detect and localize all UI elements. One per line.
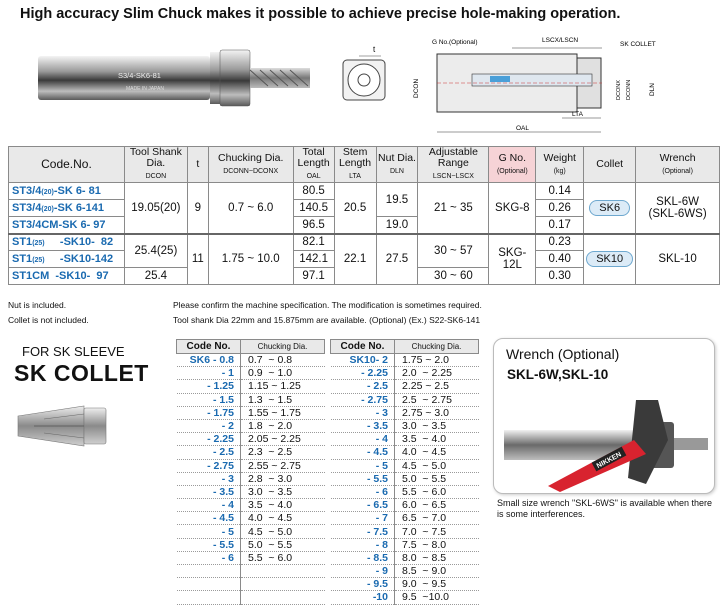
table-row [331,512,479,525]
table-row [177,459,325,472]
collet-code-cell: SK10- 2 [331,354,395,367]
collet-code-cell: - 4 [331,433,395,446]
wrench-image [496,380,712,492]
chucking-dia-cell [241,591,325,604]
header-wrench: Wrench (Optional) [636,147,720,183]
table-row [177,551,325,564]
chucking-dia-cell: 1.55 ~ 1.75 [241,406,325,419]
code-cell: ST3/4(20)-SK 6- 81 [9,183,125,200]
code-cell: ST1CM -SK10- 97 [9,268,125,285]
header-weight: Weight (kg) [536,147,584,183]
collet-code-cell: - 3.5 [177,485,241,498]
header-total-length: Total Length OAL [293,147,334,183]
collet-code-cell: - 2.75 [331,393,395,406]
table-row [331,354,479,367]
header-code-no: Code No. [177,340,241,354]
chucking-dia-cell: 7.0 ~ 7.5 [395,525,479,538]
chucking-dia-cell: 3.0 ~ 3.5 [395,419,479,432]
collet-code-cell: - 2 [177,419,241,432]
collet-code-cell: - 3 [177,472,241,485]
collet-code-cell: - 7.5 [331,525,395,538]
gno-cell: SKG-8 [489,183,536,234]
chucking-dia-cell: 2.55 ~ 2.75 [241,459,325,472]
table-row [331,446,479,459]
chucking-dia-cell: 1.8 ~ 2.0 [241,419,325,432]
chucking-dia-cell: 4.5 ~ 5.0 [241,525,325,538]
table-row [331,393,479,406]
collet-code-cell: - 1.75 [177,406,241,419]
dconn-label: DCONN [626,79,632,100]
table-row [331,459,479,472]
header-chucking-dia: Chucking Dia. [395,340,479,354]
chucking-dia-cell: 5.5 ~ 6.0 [241,551,325,564]
collet-code-cell [177,591,241,604]
slim-chuck-image [38,48,313,108]
table-row [331,367,479,380]
collet-code-cell [177,578,241,591]
table-row [331,499,479,512]
header-shank: Tool Shank Dia. DCON [124,147,187,183]
chucking-dia-cell: 3.5 ~ 4.0 [241,499,325,512]
table-row [177,485,325,498]
header-gno: G No. (Optional) [489,147,536,183]
table-row [331,419,479,432]
chuck-marking: S3/4-SK6-81 [118,71,161,80]
header-chucking: Chucking Dia. DCONN~DCONX [208,147,293,183]
table-row [177,419,325,432]
table-row [177,538,325,551]
code-cell: ST3/4(20)-SK 6-141 [9,200,125,217]
dln-label: DLN [649,82,656,96]
table-row [331,433,479,446]
stem-length-cell: 22.1 [334,234,376,285]
table-row [177,393,325,406]
t-label: t [373,45,376,54]
total-length-cell: 82.1 [293,234,334,251]
collet-cell [584,183,636,234]
collet-table-sk6 [176,339,325,605]
collet-code-cell [177,565,241,578]
table-row [9,183,720,200]
oal-label: OAL [516,125,530,132]
wrench-logo: NIKKEN [595,451,623,470]
collet-code-cell: - 9 [331,565,395,578]
table-row [331,538,479,551]
total-length-cell: 142.1 [293,251,334,268]
table-row [331,380,479,393]
table-row [331,485,479,498]
header-stem-length: Stem Length LTA [334,147,376,183]
collet-code-cell: - 9.5 [331,578,395,591]
weight-cell: 0.40 [536,251,584,268]
table-row [177,446,325,459]
table-row [177,380,325,393]
chucking-dia-cell: 0.7 ~ 0.8 [241,354,325,367]
chucking-dia-cell: 2.75 ~ 3.0 [395,406,479,419]
weight-cell: 0.14 [536,183,584,200]
collet-code-cell: - 6.5 [331,499,395,512]
dconx-label: DCONX [616,80,622,100]
table-row [177,433,325,446]
code-cell: ST1(25) -SK10-142 [9,251,125,268]
chucking-dia-cell [241,578,325,591]
chucking-dia-cell: 5.0 ~ 5.5 [395,472,479,485]
chucking-dia-cell: 4.0 ~ 4.5 [241,512,325,525]
section-subtitle: FOR SK SLEEVE [22,344,125,359]
table-row [331,472,479,485]
collet-code-cell: - 1.25 [177,380,241,393]
header-adjustable-range: Adjustable Range LSCN~LSCX [418,147,489,183]
chucking-dia-cell: 2.3 ~ 2.5 [241,446,325,459]
collet-code-cell: - 2.5 [177,446,241,459]
collet-code-cell: -10 [331,591,395,604]
collet-code-cell: - 5.5 [331,472,395,485]
collet-code-cell: - 5 [177,525,241,538]
table-row [177,578,325,591]
weight-cell: 0.17 [536,217,584,234]
nut-dia-cell: 19.0 [376,217,418,234]
stem-length-cell: 20.5 [334,183,376,234]
total-length-cell: 80.5 [293,183,334,200]
chuck-marking-sub: MADE IN JAPAN [126,86,164,92]
spec-table [8,146,720,285]
collet-code-cell: - 6 [177,551,241,564]
header-code: Code.No. [9,147,125,183]
nut-dia-cell: 27.5 [376,234,418,285]
collet-code-cell: - 1 [177,367,241,380]
collet-code-cell: - 7 [331,512,395,525]
chucking-dia-cell: 5.5 ~ 6.0 [395,485,479,498]
table-row [177,565,325,578]
collet-code-cell: - 3.5 [331,419,395,432]
wrench-cell: SKL-6W (SKL-6WS) [636,183,720,234]
lta-label: LTA [572,111,583,118]
table-row [177,591,325,604]
table-row [9,234,720,251]
adjustable-range-cell: 30 ~ 60 [418,268,489,285]
weight-cell: 0.30 [536,268,584,285]
weight-cell: 0.26 [536,200,584,217]
table-row [177,367,325,380]
table-row [177,472,325,485]
total-length-cell: 140.5 [293,200,334,217]
collet-code-cell: - 5 [331,459,395,472]
collet-code-cell: - 8.5 [331,551,395,564]
header-t: t [187,147,208,183]
chucking-dia-cell: 4.0 ~ 4.5 [395,446,479,459]
collet-table-sk10 [330,339,479,605]
shank-dia-cell: 19.05(20) [124,183,187,234]
collet-code-cell: - 5.5 [177,538,241,551]
chucking-dia-cell: 0.7 ~ 6.0 [208,183,293,234]
header-nut-dia: Nut Dia. DLN [376,147,418,183]
header-chucking-dia: Chucking Dia. [241,340,325,354]
table-row [331,406,479,419]
chucking-dia-cell: 2.25 ~ 2.5 [395,380,479,393]
collet-code-cell: - 1.5 [177,393,241,406]
collet-code-cell: - 4 [177,499,241,512]
wrench-models: SKL-6W,SKL-10 [507,367,609,382]
wrench-title: Wrench (Optional) [506,346,620,362]
dimension-diagram [412,34,682,144]
spec-header-row [9,147,720,183]
note-nut: Nut is included. [8,300,67,310]
header-collet: Collet [584,147,636,183]
lscx-label: LSCX/LSCN [542,37,579,44]
gno-cell: SKG-12L [489,234,536,285]
table-row [331,551,479,564]
wrench-cell: SKL-10 [636,234,720,285]
collet-code-cell: - 2.5 [331,380,395,393]
chucking-dia-cell: 1.75 ~ 10.0 [208,234,293,285]
collet-code-cell: - 4.5 [331,446,395,459]
section-title: SK COLLET [14,360,149,386]
chucking-dia-cell: 2.05 ~ 2.25 [241,433,325,446]
chucking-dia-cell [241,565,325,578]
note-confirm: Please confirm the machine specification. The modification is sometimes required. [173,300,482,310]
gno-label: G No.(Optional) [432,39,478,46]
collet-code-cell: SK6 - 0.8 [177,354,241,367]
collet-code-cell: - 6 [331,485,395,498]
code-cell: ST3/4CM-SK 6- 97 [9,217,125,234]
total-length-cell: 96.5 [293,217,334,234]
table-row [331,565,479,578]
table-row [331,578,479,591]
shank-dia-cell: 25.4 [124,268,187,285]
header-code-no: Code No. [331,340,395,354]
chucking-dia-cell: 6.5 ~ 7.0 [395,512,479,525]
collet-badge: SK10 [586,251,633,267]
weight-cell: 0.23 [536,234,584,251]
collet-code-cell: - 8 [331,538,395,551]
chucking-dia-cell: 2.0 ~ 2.25 [395,367,479,380]
table-row [331,591,479,604]
note-shank: Tool shank Dia 22mm and 15.875mm are available. (Optional) (Ex.) S22-SK6-141 [173,315,481,325]
chucking-dia-cell: 3.5 ~ 4.0 [395,433,479,446]
table-row [177,406,325,419]
sk-collet-image [14,396,110,456]
collet-code-cell: - 3 [331,406,395,419]
collet-code-cell: - 2.75 [177,459,241,472]
wrench-note: Small size wrench "SKL-6WS" is available when there is some interferences. [497,498,712,519]
nut-dia-cell: 19.5 [376,183,418,217]
chucking-dia-cell: 8.0 ~ 8.5 [395,551,479,564]
t-cell: 11 [187,234,208,285]
t-cell: 9 [187,183,208,234]
shank-dia-cell: 25.4(25) [124,234,187,268]
collet-badge: SK6 [589,200,630,216]
chucking-dia-cell: 9.5 ~10.0 [395,591,479,604]
chuck-end-view [337,44,395,102]
chucking-dia-cell: 3.0 ~ 3.5 [241,485,325,498]
table-row [177,499,325,512]
collet-cell [584,234,636,285]
chucking-dia-cell: 1.75 ~ 2.0 [395,354,479,367]
table-row [331,525,479,538]
chucking-dia-cell: 4.5 ~ 5.0 [395,459,479,472]
sk-collet-label: SK COLLET [620,41,656,48]
chucking-dia-cell: 6.0 ~ 6.5 [395,499,479,512]
table-row [177,354,325,367]
chucking-dia-cell: 2.8 ~ 3.0 [241,472,325,485]
chucking-dia-cell: 9.0 ~ 9.5 [395,578,479,591]
chucking-dia-cell: 8.5 ~ 9.0 [395,565,479,578]
dcon-label: DCON [413,78,420,98]
note-collet: Collet is not included. [8,315,89,325]
chucking-dia-cell: 0.9 ~ 1.0 [241,367,325,380]
table-row [177,512,325,525]
chucking-dia-cell: 1.15 ~ 1.25 [241,380,325,393]
collet-code-cell: - 2.25 [177,433,241,446]
page-title: High accuracy Slim Chuck makes it possible to achieve precise hole-making operation. [20,6,621,22]
chucking-dia-cell: 7.5 ~ 8.0 [395,538,479,551]
collet-code-cell: - 4.5 [177,512,241,525]
chucking-dia-cell: 1.3 ~ 1.5 [241,393,325,406]
collet-code-cell: - 2.25 [331,367,395,380]
adjustable-range-cell: 30 ~ 57 [418,234,489,268]
chucking-dia-cell: 5.0 ~ 5.5 [241,538,325,551]
code-cell: ST1(25) -SK10- 82 [9,234,125,251]
total-length-cell: 97.1 [293,268,334,285]
chucking-dia-cell: 2.5 ~ 2.75 [395,393,479,406]
adjustable-range-cell: 21 ~ 35 [418,183,489,234]
table-row [177,525,325,538]
